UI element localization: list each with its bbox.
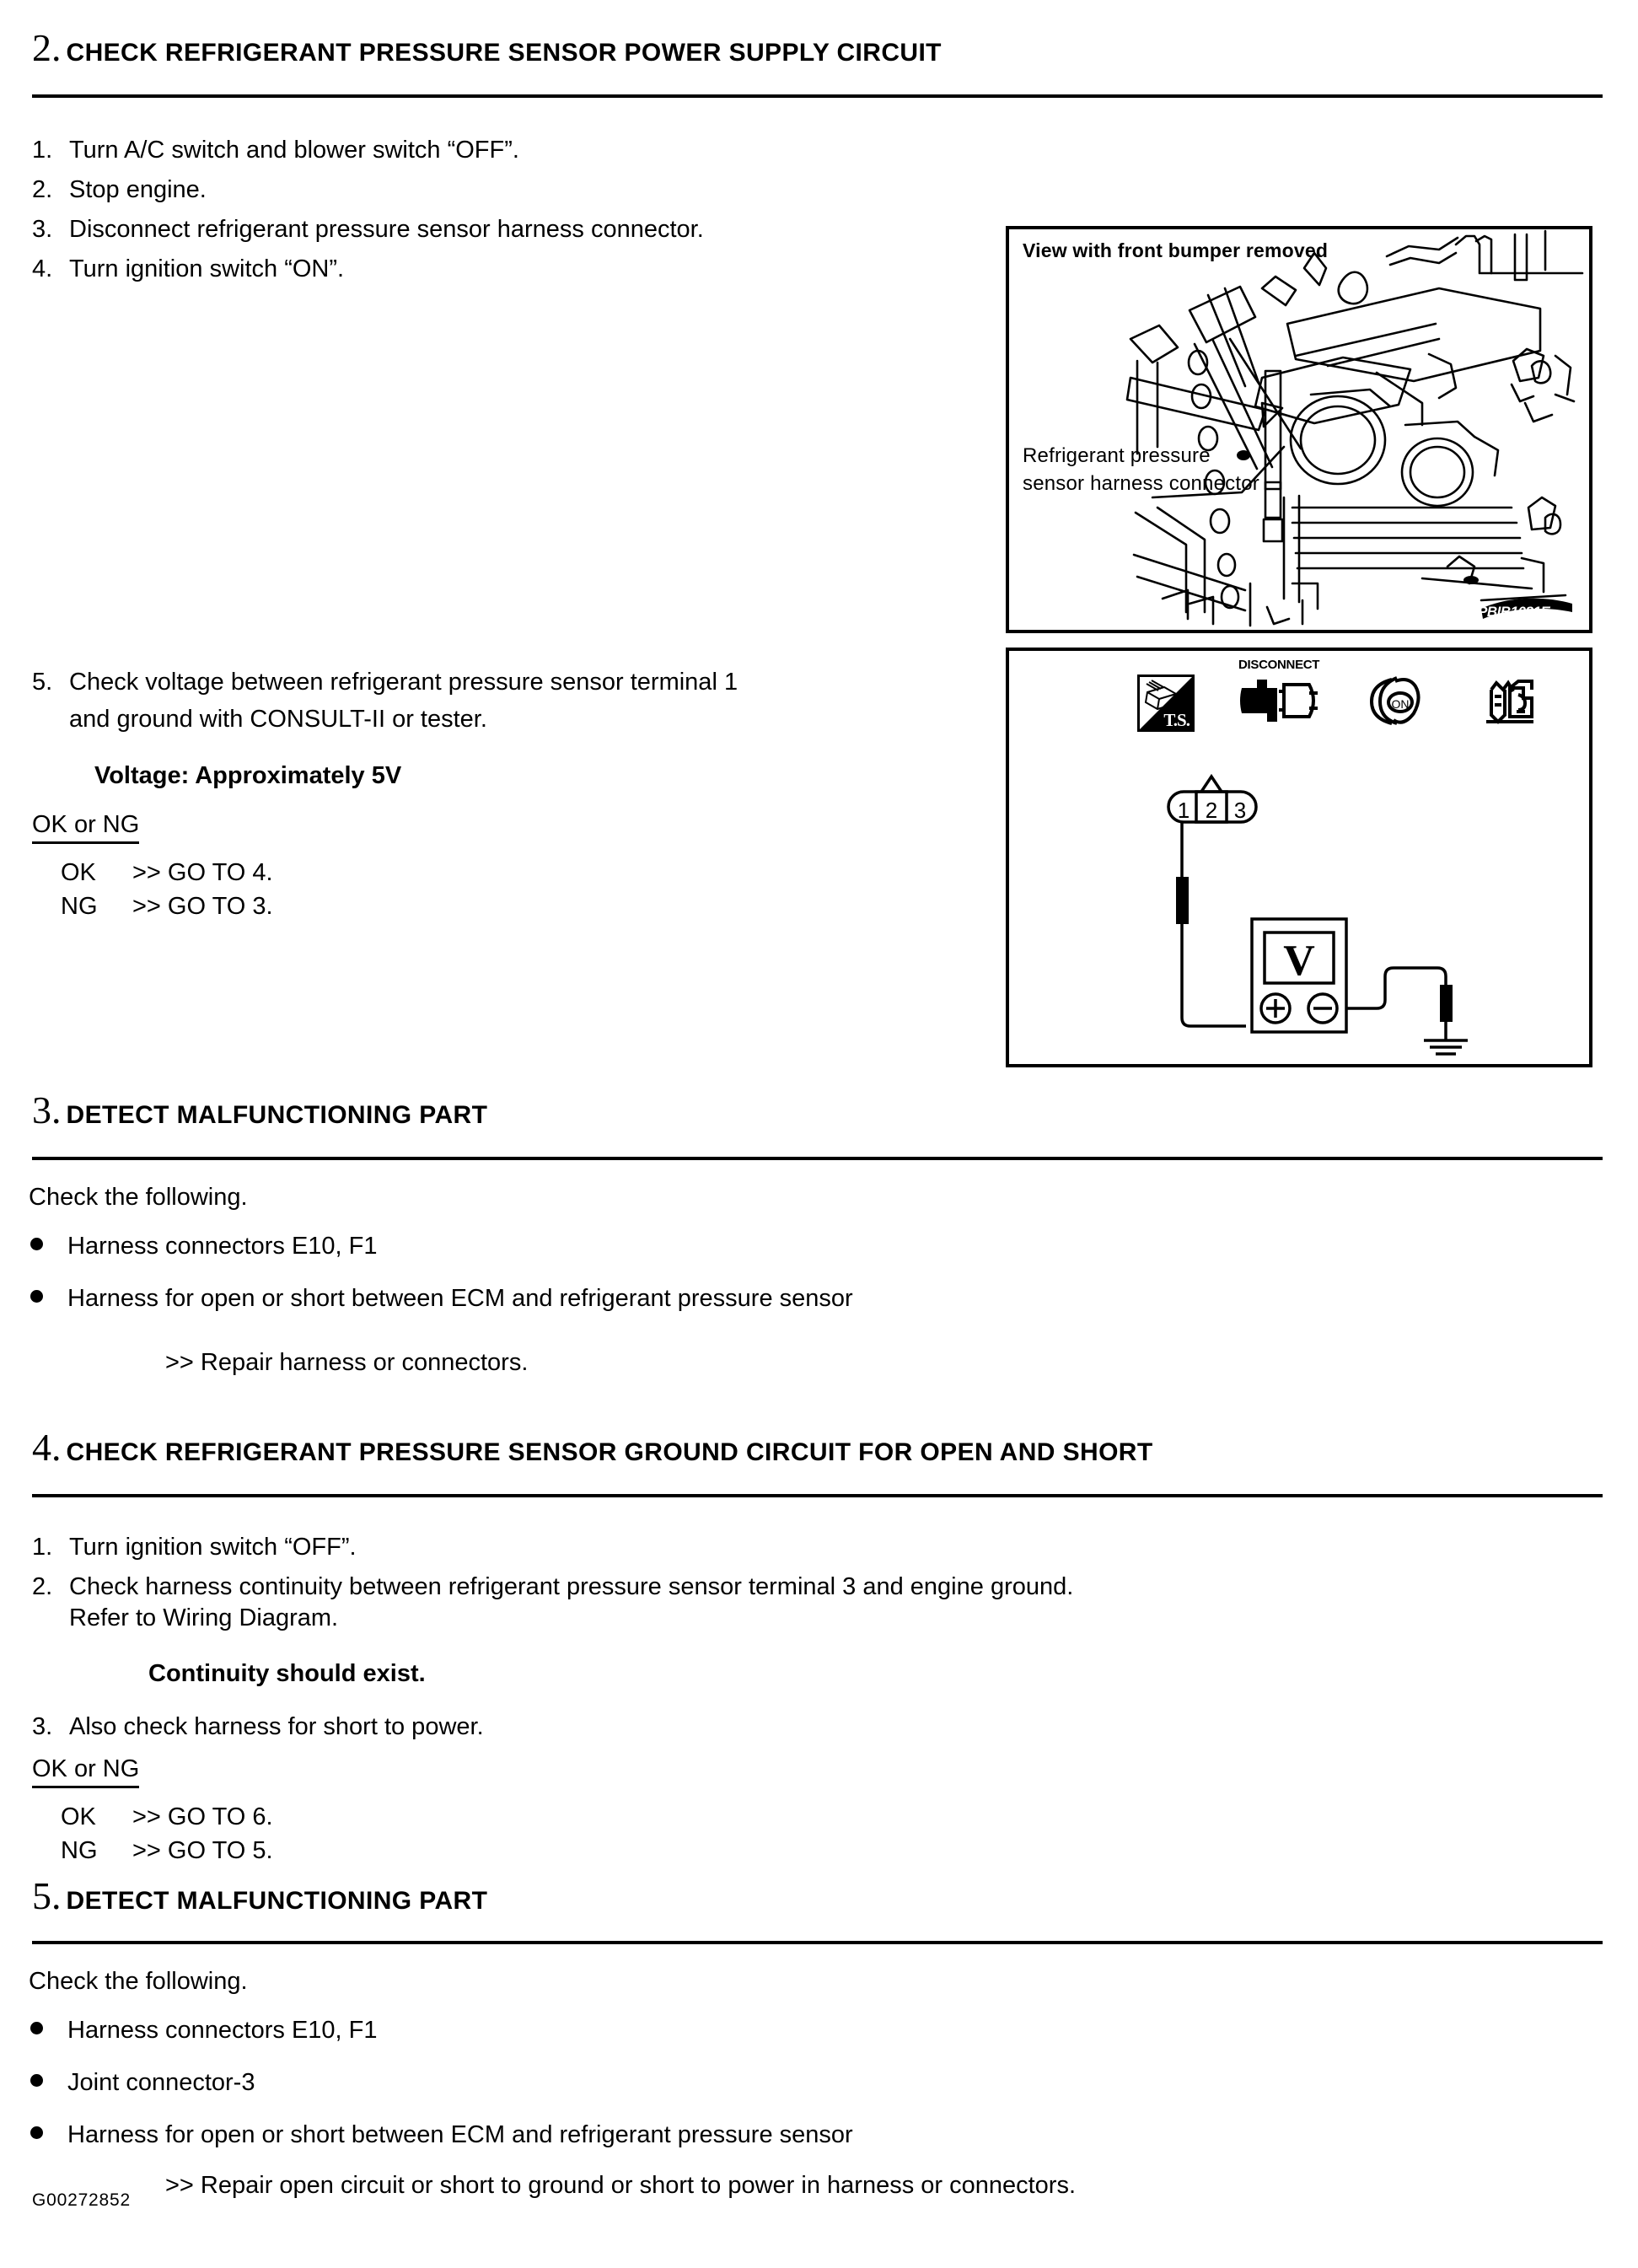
step-text: Turn A/C switch and blower switch “OFF”.	[69, 137, 519, 164]
section-3-action: >> Repair harness or connectors.	[165, 1349, 529, 1376]
okng-row	[61, 889, 273, 923]
section-number: 5.	[32, 1874, 62, 1917]
bullet-item	[29, 2118, 1293, 2152]
ok-or-ng-heading: OK or NG	[32, 811, 139, 844]
section-divider	[32, 1494, 1603, 1497]
okng-label: NG	[61, 1837, 98, 1864]
bullet-item	[29, 1229, 1293, 1263]
figure-measurement-schematic	[1006, 648, 1592, 1067]
okng-label: OK	[61, 1803, 96, 1830]
section-3-intro: Check the following.	[29, 1184, 248, 1211]
disconnect-label: DISCONNECT	[1238, 658, 1320, 672]
okng-row	[61, 856, 273, 889]
section-4-step-3	[32, 1707, 1212, 1747]
section-heading-4	[32, 1425, 1153, 1470]
step-number: 2.	[32, 176, 53, 203]
step-text: Turn ignition switch “OFF”.	[69, 1534, 357, 1561]
bullet-item	[29, 2013, 1293, 2047]
step-row	[32, 170, 985, 210]
spec-continuity: Continuity should exist.	[148, 1660, 426, 1687]
step-text: Turn ignition switch “ON”.	[69, 255, 345, 282]
step-text-line2: and ground with CONSULT-II or tester.	[69, 706, 487, 733]
step-row	[32, 1528, 1549, 1567]
bullet-item	[29, 1282, 1293, 1315]
step-text-continued: Refer to Wiring Diagram.	[69, 1604, 339, 1631]
section-divider	[32, 94, 1603, 98]
step-text: Stop engine.	[69, 176, 207, 203]
step-number: 3.	[32, 216, 53, 243]
bullet-dot-icon	[29, 2013, 67, 2047]
step-number: 3.	[32, 1713, 53, 1740]
tool-set-label: T.S.	[1163, 710, 1190, 730]
okng-label: NG	[61, 893, 98, 920]
bullet-text: Harness for open or short between ECM and refrigerant pressure sensor	[67, 2121, 853, 2148]
bullet-text: Harness connectors E10, F1	[67, 1233, 378, 1260]
bullet-text: Harness connectors E10, F1	[67, 2017, 378, 2044]
step-text: Also check harness for short to power.	[69, 1713, 484, 1740]
step-number: 4.	[32, 255, 53, 282]
section-title: DETECT MALFUNCTIONING PART	[66, 1101, 488, 1129]
section-heading-5	[32, 1873, 487, 1918]
step-number: 1.	[32, 1534, 53, 1561]
section-title: DETECT MALFUNCTIONING PART	[66, 1887, 488, 1915]
section-2-steps	[32, 131, 985, 289]
connector-pin-3: 3	[1233, 798, 1247, 823]
voltmeter-v-label: V	[1283, 937, 1315, 985]
bullet-item	[29, 2066, 1293, 2099]
ok-ng-table-section4	[61, 1800, 273, 1868]
step-text: Check harness continuity between refrigerant pressure sensor terminal 3 and engine ground.	[69, 1573, 1074, 1600]
section-divider	[32, 1941, 1603, 1944]
section-4-steps	[32, 1528, 1549, 1607]
ok-or-ng-heading: OK or NG	[32, 1755, 139, 1788]
ignition-on-text: ON	[1391, 697, 1410, 711]
section-heading-2	[32, 25, 942, 70]
step-number: 2.	[32, 1573, 53, 1600]
spec-voltage: Voltage: Approximately 5V	[94, 762, 402, 789]
ok-ng-table-section2	[61, 856, 273, 923]
okng-label: OK	[61, 859, 96, 886]
section-5-bullets	[29, 2013, 1293, 2170]
bullet-dot-icon	[29, 1229, 67, 1263]
step-number: 5.	[32, 669, 53, 696]
step-row	[32, 210, 985, 250]
section-title: CHECK REFRIGERANT PRESSURE SENSOR POWER SUPPLY CIRCUIT	[66, 39, 942, 67]
figure-engine-bay	[1006, 226, 1592, 633]
connector-pin-1: 1	[1177, 798, 1190, 823]
section-divider	[32, 1157, 1603, 1160]
okng-action: >> GO TO 3.	[132, 893, 273, 920]
section-title: CHECK REFRIGERANT PRESSURE SENSOR GROUND CIRCUIT FOR OPEN AND SHORT	[66, 1438, 1153, 1466]
measurement-circuit	[1009, 651, 1589, 1064]
step-row	[32, 131, 985, 170]
section-2-step-5	[32, 663, 985, 702]
section-heading-3	[32, 1088, 487, 1132]
section-5-action: >> Repair open circuit or short to ground or short to power in harness or connectors.	[165, 2172, 1077, 2199]
figure-callout-line1: Refrigerant pressure	[1023, 444, 1211, 467]
step-row	[32, 250, 985, 289]
figure-title: View with front bumper removed	[1023, 239, 1329, 261]
okng-action: >> GO TO 4.	[132, 859, 273, 886]
bullet-dot-icon	[29, 2118, 67, 2152]
section-3-bullets	[29, 1229, 1293, 1334]
bullet-text: Harness for open or short between ECM and refrigerant pressure sensor	[67, 1285, 853, 1312]
section-number: 2.	[32, 26, 62, 69]
bullet-text: Joint connector-3	[67, 2069, 255, 2096]
section-number: 4.	[32, 1426, 62, 1469]
bullet-dot-icon	[29, 1282, 67, 1315]
step-row	[32, 1707, 1212, 1747]
step-row	[32, 663, 985, 702]
okng-action: >> GO TO 5.	[132, 1837, 273, 1864]
bullet-dot-icon	[29, 2066, 67, 2099]
step-number: 1.	[32, 137, 53, 164]
section-5-intro: Check the following.	[29, 1968, 248, 1995]
figure-callout-line2: sensor harness connector	[1023, 472, 1259, 495]
connector-pin-2: 2	[1205, 798, 1218, 823]
step-text-line1: Check voltage between refrigerant pressure sensor terminal 1	[69, 669, 738, 696]
engine-bay-linework	[1009, 229, 1589, 630]
figure-code: PBIB1081E	[1478, 604, 1550, 620]
section-number: 3.	[32, 1088, 62, 1131]
okng-action: >> GO TO 6.	[132, 1803, 273, 1830]
okng-row	[61, 1834, 273, 1868]
step-text: Disconnect refrigerant pressure sensor harness connector.	[69, 216, 704, 243]
page-footer-code: G00272852	[32, 2190, 131, 2210]
okng-row	[61, 1800, 273, 1834]
